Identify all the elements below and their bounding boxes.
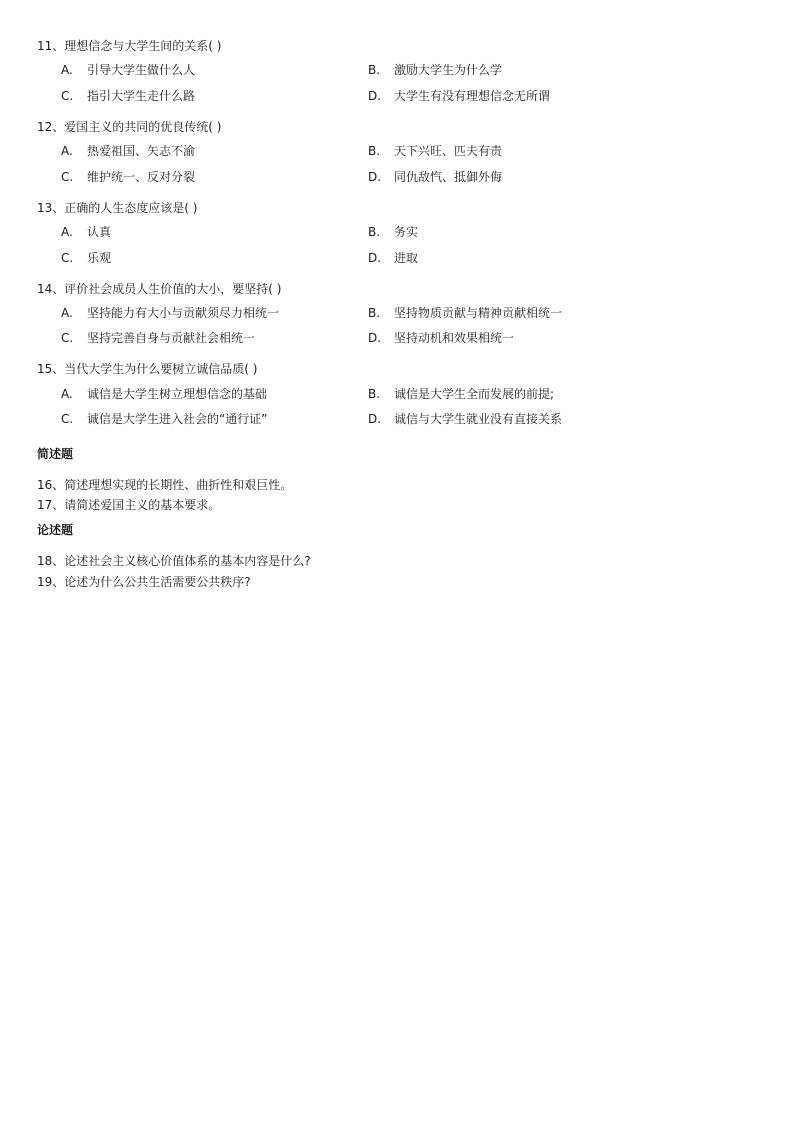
option-letter: B. bbox=[368, 225, 381, 239]
question-13-option-b bbox=[368, 225, 418, 239]
option-text: 天下兴旺、匹夫有责 bbox=[394, 144, 503, 158]
option-text: 坚持完善自身与贡献社会相统一 bbox=[87, 331, 256, 345]
option-letter: A. bbox=[61, 306, 73, 320]
question-11-option-a bbox=[61, 63, 195, 77]
option-text: 大学生有没有理想信念无所谓 bbox=[394, 89, 551, 103]
option-text: 坚持能力有大小与贡献须尽力相统一 bbox=[87, 306, 280, 320]
essay-item: 19、论述为什么公共生活需要公共秩序? bbox=[37, 575, 251, 589]
question-14-option-a bbox=[61, 306, 279, 320]
option-letter: A. bbox=[61, 225, 73, 239]
option-text: 引导大学生做什么人 bbox=[87, 63, 196, 77]
question-12-option-c bbox=[61, 170, 195, 184]
option-text: 进取 bbox=[394, 251, 419, 265]
option-letter: B. bbox=[368, 306, 381, 320]
option-letter: B. bbox=[368, 63, 381, 77]
option-letter: D. bbox=[368, 331, 382, 345]
option-text: 认真 bbox=[87, 225, 112, 239]
option-text: 指引大学生走什么路 bbox=[87, 89, 196, 103]
option-text: 维护统一、反对分裂 bbox=[87, 170, 196, 184]
option-letter: C. bbox=[61, 89, 74, 103]
option-text: 坚持动机和效果相统一 bbox=[394, 331, 515, 345]
option-letter: B. bbox=[368, 387, 381, 401]
question-13-option-d bbox=[368, 251, 418, 265]
question-11-option-d bbox=[368, 89, 550, 103]
question-12-option-b bbox=[368, 144, 502, 158]
option-text: 坚持物质贡献与精神贡献相统一 bbox=[394, 306, 563, 320]
option-text: 诚信是大学生树立理想信念的基础 bbox=[87, 387, 268, 401]
option-text: 诚信与大学生就业没有直接关系 bbox=[394, 412, 563, 426]
option-letter: B. bbox=[368, 144, 381, 158]
option-letter: C. bbox=[61, 251, 74, 265]
question-15-option-b bbox=[368, 387, 554, 401]
option-text: 同仇敌忾、抵御外侮 bbox=[394, 170, 503, 184]
question-13-option-a bbox=[61, 225, 111, 239]
question-14-option-b bbox=[368, 306, 562, 320]
option-letter: A. bbox=[61, 63, 73, 77]
short-answer-item: 16、简述理想实现的长期性、曲折性和艰巨性。 bbox=[37, 478, 293, 492]
question-11-option-b bbox=[368, 63, 502, 77]
question-14-option-d bbox=[368, 331, 514, 345]
essay-item: 18、论述社会主义核心价值体系的基本内容是什么? bbox=[37, 554, 311, 568]
option-text: 乐观 bbox=[87, 251, 112, 265]
question-14-stem: 14、评价社会成员人生价值的大小，要坚持( ) bbox=[37, 282, 282, 296]
option-letter: A. bbox=[61, 144, 73, 158]
question-11-stem: 11、理想信念与大学生间的关系( ) bbox=[37, 39, 222, 53]
option-text: 激励大学生为什么学 bbox=[394, 63, 503, 77]
option-letter: D. bbox=[368, 89, 382, 103]
section-heading-essay: 论述题 bbox=[37, 523, 74, 537]
question-14-option-c bbox=[61, 331, 255, 345]
question-15-option-a bbox=[61, 387, 267, 401]
question-15-option-d bbox=[368, 412, 562, 426]
short-answer-item: 17、请简述爱国主义的基本要求。 bbox=[37, 498, 221, 512]
option-text: 诚信是大学生进入社会的“通行证” bbox=[87, 412, 268, 426]
option-letter: D. bbox=[368, 170, 382, 184]
question-13-stem: 13、正确的人生态度应该是( ) bbox=[37, 201, 198, 215]
question-15-option-c bbox=[61, 412, 267, 426]
question-13-option-c bbox=[61, 251, 111, 265]
option-letter: C. bbox=[61, 170, 74, 184]
question-12-option-a bbox=[61, 144, 195, 158]
option-letter: A. bbox=[61, 387, 73, 401]
option-text: 务实 bbox=[394, 225, 419, 239]
question-12-option-d bbox=[368, 170, 502, 184]
question-12-stem: 12、爱国主义的共同的优良传统( ) bbox=[37, 120, 222, 134]
option-letter: C. bbox=[61, 412, 74, 426]
option-text: 诚信是大学生全而发展的前提; bbox=[394, 387, 555, 401]
question-11-option-c bbox=[61, 89, 195, 103]
option-text: 热爱祖国、矢志不渝 bbox=[87, 144, 196, 158]
option-letter: D. bbox=[368, 251, 382, 265]
section-heading-short-answer: 简述题 bbox=[37, 447, 74, 461]
option-letter: D. bbox=[368, 412, 382, 426]
option-letter: C. bbox=[61, 331, 74, 345]
question-15-stem: 15、当代大学生为什么要树立诚信品质( ) bbox=[37, 362, 258, 376]
